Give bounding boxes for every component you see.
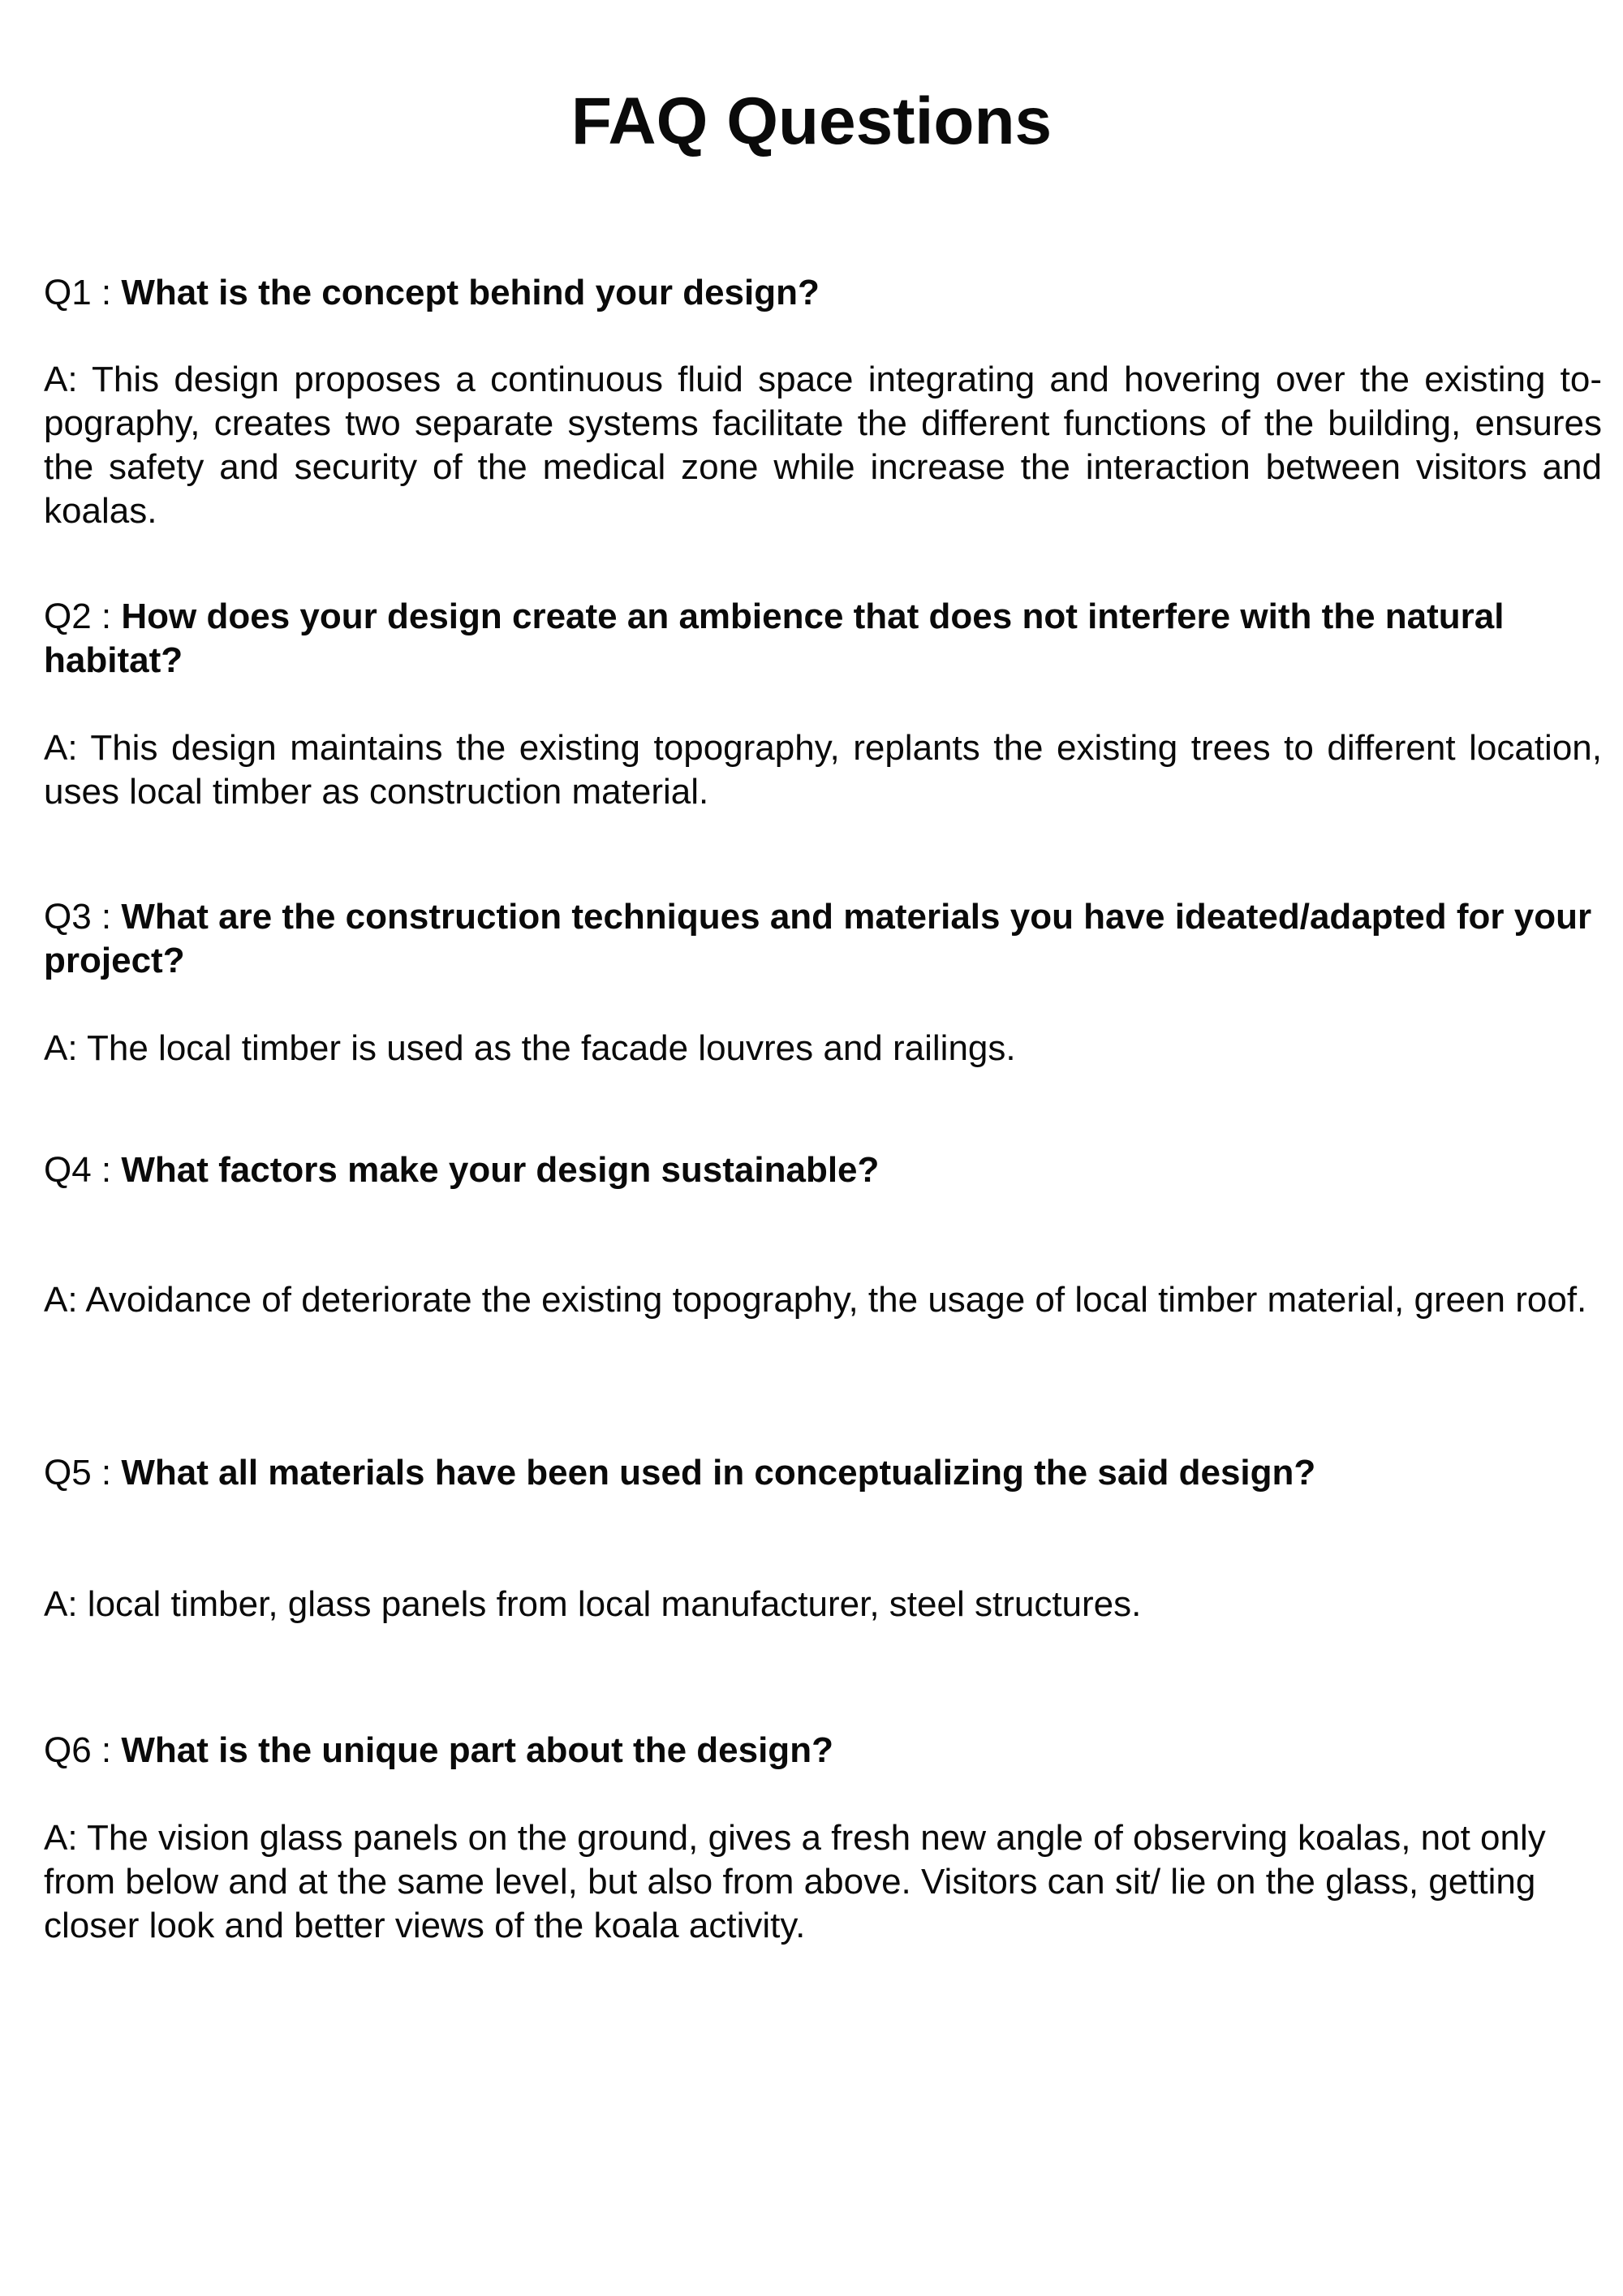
question-text: What factors make your design sustainable? [121,1150,880,1190]
faq-question-4 [44,1148,1602,1192]
faq-answer-2: A: This design maintains the existing topography, replants the existing trees to different location, uses local timber as construction material. [44,728,1602,812]
question-label: Q4 : [44,1150,112,1190]
faq-question-2 [44,595,1602,683]
faq-question-6 [44,1729,1602,1773]
faq-answer-6: A: The vision glass panels on the ground, gives a fresh new angle of observing koalas, not only from below and at the same level, but also from above. Visitors can sit/ lie on the glass, getting closer look and better views of the koala activity. [44,1818,1546,1945]
faq-question-1 [44,271,1602,315]
question-label: Q3 : [44,897,112,937]
question-text: What is the unique part about the design? [121,1730,833,1770]
question-text: What are the construction techniques and materials you have ideated/adapted for your project? [44,897,1592,980]
faq-answer-5: A: local timber, glass panels from local manufacturer, steel structures. [44,1584,1142,1624]
question-label: Q6 : [44,1730,112,1770]
faq-answer-1: A: This design proposes a continuous fluid space integrating and hovering over the existing topography, creates two separate systems facilitate the different functions of the building, ensures the safety and security of the medical zone while increase the interaction between visitors and koalas. [44,360,1602,531]
faq-answer-3: A: The local timber is used as the facade louvres and railings. [44,1028,1016,1068]
question-label: Q2 : [44,597,122,636]
question-label: Q5 : [44,1453,112,1493]
faq-question-3 [44,895,1602,983]
faq-answer-4: A: Avoidance of deteriorate the existing topography, the usage of local timber material, green roof. [44,1280,1587,1320]
question-text: What all materials have been used in conceptualizing the said design? [121,1453,1316,1493]
question-text: What is the concept behind your design? [121,273,820,312]
page-title: FAQ Questions [570,84,1053,158]
faq-question-5 [44,1451,1602,1495]
question-text: How does your design create an ambience that does not interfere with the natural habitat? [44,597,1505,680]
question-label: Q1 : [44,273,112,312]
